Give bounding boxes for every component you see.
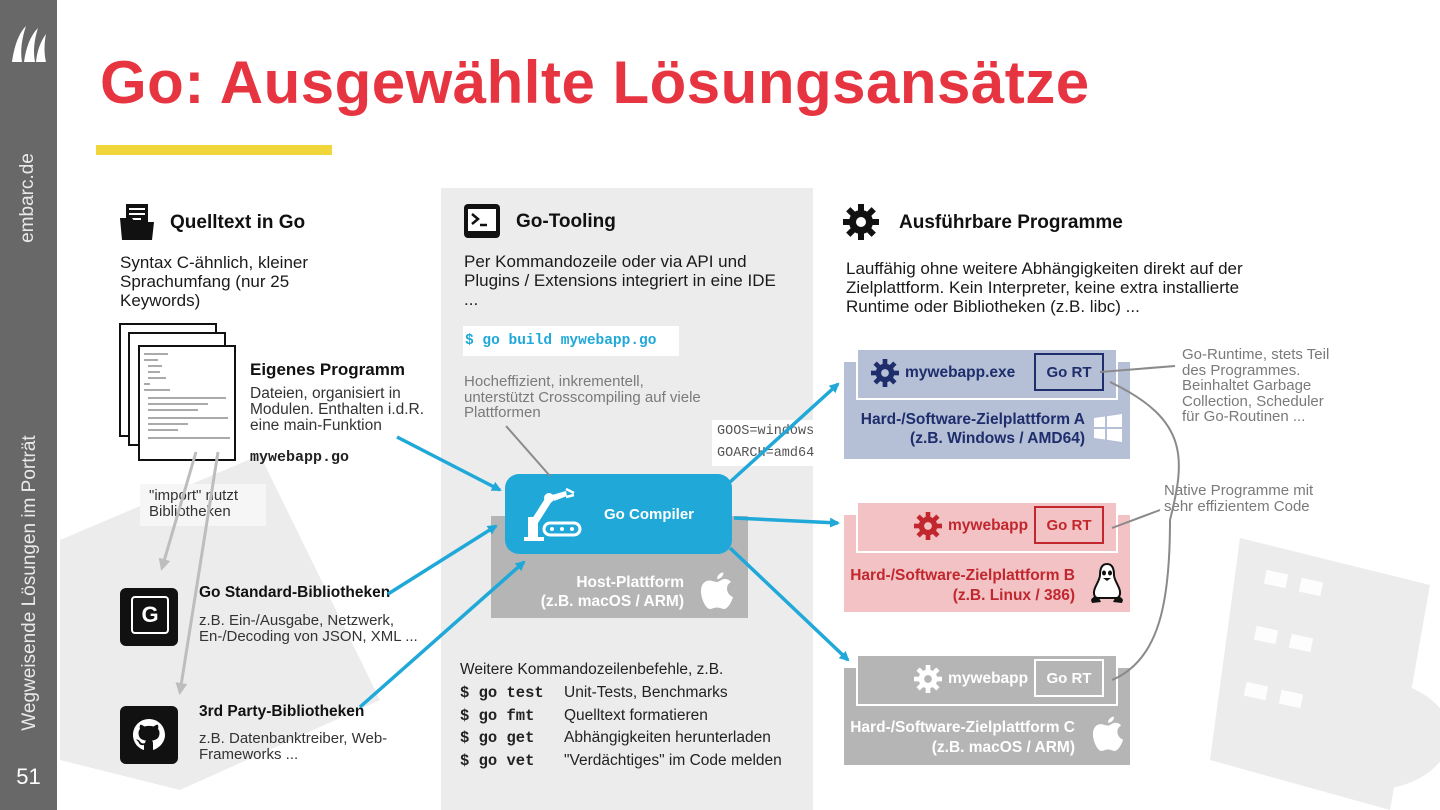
folder-document-icon [118,204,156,240]
app-gear-icon [914,665,942,693]
import-note: "import" nutzt Bibliotheken [149,487,239,520]
github-icon [129,715,169,755]
go-runtime-badge: Go RT [1034,353,1104,391]
executables-description: Lauffähig ohne weitere Abhängigkeiten direkt auf der Zielplattform. Kein Interpreter, keine extra installierte Runtime oder Bibliotheken (z.B. libc) ... [846,259,1243,316]
app-gear-icon [914,512,942,540]
compiler-label: Go Compiler [604,506,695,523]
go-runtime-badge: Go RT [1034,506,1104,544]
command-description: "Verdächtiges" im Code melden [564,752,782,769]
sidebar [0,0,57,810]
command-row [460,707,708,725]
command-row [460,752,782,770]
thirdparty-description: z.B. Datenbanktreiber, Web-Frameworks ... [199,730,388,763]
env-goarch: GOARCH=amd64 [717,446,815,461]
source-filename: mywebapp.go [250,449,350,466]
more-commands-label: Weitere Kommandozeilenbefehle, z.B. [460,661,724,678]
command-name: $ go fmt [460,707,535,725]
target-app-name: mywebapp [948,517,1029,534]
apple-icon [700,572,734,610]
app-gear-icon [871,359,899,387]
embarc-logo-icon [8,22,48,64]
target-title: Hard-/Software-Zielplattform B [850,567,1075,584]
runtime-note: Go-Runtime, stets Teil des Programmes. Beinhaltet Garbage Collection, Scheduler für Go-Routinen ... [1182,346,1330,425]
terminal-icon [463,203,501,239]
command-name: $ go get [460,729,535,747]
target-app-name: mywebapp.exe [905,364,1016,381]
source-files-icon [118,322,240,464]
apple-icon [1092,716,1124,752]
build-command: $ go build mywebapp.go [463,326,679,356]
thirdparty-title: 3rd Party-Bibliotheken [199,703,365,720]
command-description: Unit-Tests, Benchmarks [564,684,728,701]
source-heading: Quelltext in Go [170,212,306,233]
target-title: Hard-/Software-Zielplattform A [860,411,1085,428]
target-subtitle: (z.B. macOS / ARM) [931,739,1075,756]
stdlib-title: Go Standard-Bibliotheken [199,584,391,601]
page-number: 51 [16,764,41,789]
executables-heading: Ausführbare Programme [899,212,1123,233]
program-description: Dateien, organisiert in Modulen. Enthalten i.d.R. eine main-Funktion [250,385,425,434]
target-app-name: mywebapp [948,670,1029,687]
source-description: Syntax C-ähnlich, kleiner Sprachumfang (nur 25 Keywords) [120,253,309,310]
env-goos: GOOS=windows [717,424,815,439]
go-runtime-badge: Go RT [1034,659,1104,697]
command-description: Quelltext formatieren [564,707,708,724]
slide-subtitle: Wegweisende Lösungen im Porträt [19,435,40,731]
github-icon-box [120,706,178,764]
tooling-description: Per Kommandozeile oder via API und Plugins / Extensions integriert in eine IDE ... [464,252,776,309]
tooling-note: Hocheffizient, inkrementell, unterstützt Crosscompiling auf viele Plattformen [464,373,701,421]
command-description: Abhängigkeiten herunterladen [564,729,771,746]
program-title: Eigenes Programm [250,360,405,379]
command-row [460,684,728,702]
tooling-heading: Go-Tooling [516,211,616,232]
stdlib-description: z.B. Ein-/Ausgabe, Netzwerk, En-/Decoding von JSON, XML ... [199,612,418,645]
command-name: $ go test [460,684,544,702]
brand-text: embarc.de [17,153,38,243]
native-note: Native Programme mit sehr effizientem Code [1164,482,1314,515]
target-title: Hard-/Software-Zielplattform C [850,719,1075,736]
stdlib-icon-letter: G [131,596,169,634]
title-underline [96,145,332,155]
host-title: Host-Plattform [576,574,684,591]
host-subtitle: (z.B. macOS / ARM) [540,593,684,610]
target-subtitle: (z.B. Linux / 386) [952,587,1075,604]
go-stdlib-icon [120,588,178,646]
command-name: $ go vet [460,752,535,770]
gear-icon [843,204,879,240]
command-row [460,729,771,747]
page-title: Go: Ausgewählte Lösungsansätze [100,49,1090,116]
windows-icon [1094,414,1122,442]
target-subtitle: (z.B. Windows / AMD64) [910,430,1085,447]
robot-arm-icon [522,487,584,543]
linux-icon [1089,562,1125,604]
